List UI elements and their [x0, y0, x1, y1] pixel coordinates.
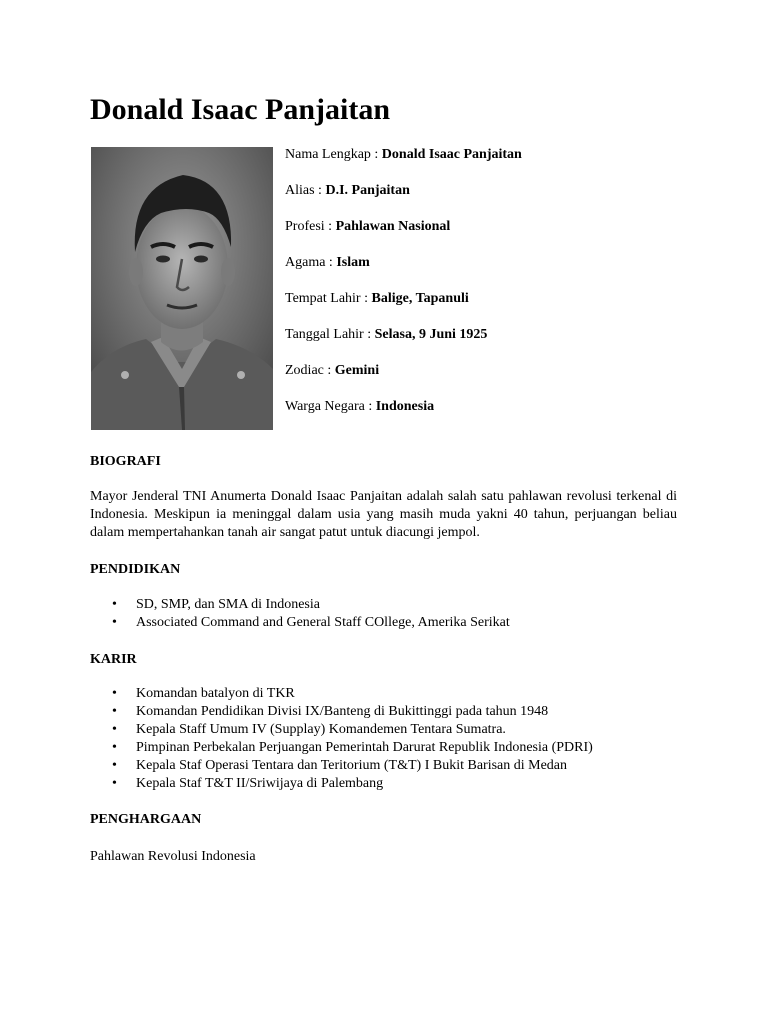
- section-heading-biografi: BIOGRAFI: [90, 454, 161, 469]
- fact-label: Tanggal Lahir :: [285, 327, 375, 342]
- fact-value: Donald Isaac Panjaitan: [381, 147, 522, 162]
- section-heading-penghargaan: PENGHARGAAN: [90, 812, 202, 827]
- section-heading-pendidikan: PENDIDIKAN: [90, 562, 181, 577]
- list-item: [112, 614, 510, 632]
- list-item-text: Kepala Staff Umum IV (Supplay) Komandemen Tentara Sumatra.: [136, 722, 506, 737]
- penghargaan-text: Pahlawan Revolusi Indonesia: [90, 849, 256, 864]
- fact-alias: [285, 181, 522, 217]
- profile-facts: [285, 145, 522, 433]
- fact-birthplace: [285, 289, 522, 325]
- fact-label: Agama :: [285, 255, 337, 270]
- fact-value: Selasa, 9 Juni 1925: [374, 327, 488, 342]
- list-item-text: Pimpinan Perbekalan Perjuangan Pemerintah Darurat Republik Indonesia (PDRI): [136, 740, 593, 755]
- list-item: [112, 721, 593, 739]
- list-item: [112, 685, 593, 703]
- section-heading-karir: KARIR: [90, 652, 137, 667]
- list-item: [112, 596, 510, 614]
- fact-religion: [285, 253, 522, 289]
- fact-zodiac: [285, 361, 522, 397]
- list-item-text: SD, SMP, dan SMA di Indonesia: [136, 597, 320, 612]
- fact-label: Alias :: [285, 183, 326, 198]
- list-item: [112, 739, 593, 757]
- bullet-icon: •: [112, 597, 117, 612]
- biografi-paragraph: Mayor Jenderal TNI Anumerta Donald Isaac Panjaitan adalah salah satu pahlawan revolusi terkenal di Indonesia. Meskipun ia meninggal dalam usia yang masih muda yakni 40 tahun, perjuangan beliau dalam mempertahankan tanah air sangat patut untuk diacungi jempol.: [90, 489, 677, 540]
- list-item: [112, 775, 593, 793]
- fact-citizenship: [285, 397, 522, 433]
- fact-value: D.I. Panjaitan: [325, 183, 410, 198]
- bullet-icon: •: [112, 686, 117, 701]
- list-item-text: Associated Command and General Staff COllege, Amerika Serikat: [136, 615, 510, 630]
- portrait-photo: [91, 147, 273, 430]
- bullet-icon: •: [112, 615, 117, 630]
- fact-value: Gemini: [334, 363, 380, 378]
- list-item-text: Kepala Staf T&T II/Sriwijaya di Palembang: [136, 776, 384, 791]
- list-item: [112, 757, 593, 775]
- bullet-icon: •: [112, 740, 117, 755]
- fact-full-name: [285, 145, 522, 181]
- bullet-icon: •: [112, 776, 117, 791]
- fact-label: Warga Negara :: [285, 399, 376, 414]
- fact-label: Profesi :: [285, 219, 336, 234]
- list-item-text: Komandan Pendidikan Divisi IX/Banteng di Bukittinggi pada tahun 1948: [136, 704, 549, 719]
- page-title: Donald Isaac Panjaitan: [90, 93, 391, 126]
- fact-value: Indonesia: [375, 399, 435, 414]
- fact-label: Nama Lengkap :: [285, 147, 382, 162]
- fact-label: Zodiac :: [285, 363, 335, 378]
- fact-birthdate: [285, 325, 522, 361]
- list-item-text: Kepala Staf Operasi Tentara dan Teritorium (T&T) I Bukit Barisan di Medan: [136, 758, 568, 773]
- list-item: [112, 703, 593, 721]
- karir-list: [112, 685, 593, 793]
- pendidikan-list: [112, 596, 510, 632]
- fact-value: Pahlawan Nasional: [335, 219, 451, 234]
- list-item-text: Komandan batalyon di TKR: [136, 686, 295, 701]
- fact-label: Tempat Lahir :: [285, 291, 372, 306]
- fact-value: Islam: [336, 255, 370, 270]
- bullet-icon: •: [112, 704, 117, 719]
- bullet-icon: •: [112, 722, 117, 737]
- fact-value: Balige, Tapanuli: [371, 291, 469, 306]
- fact-profession: [285, 217, 522, 253]
- bullet-icon: •: [112, 758, 117, 773]
- portrait-photo-icon: [91, 147, 273, 430]
